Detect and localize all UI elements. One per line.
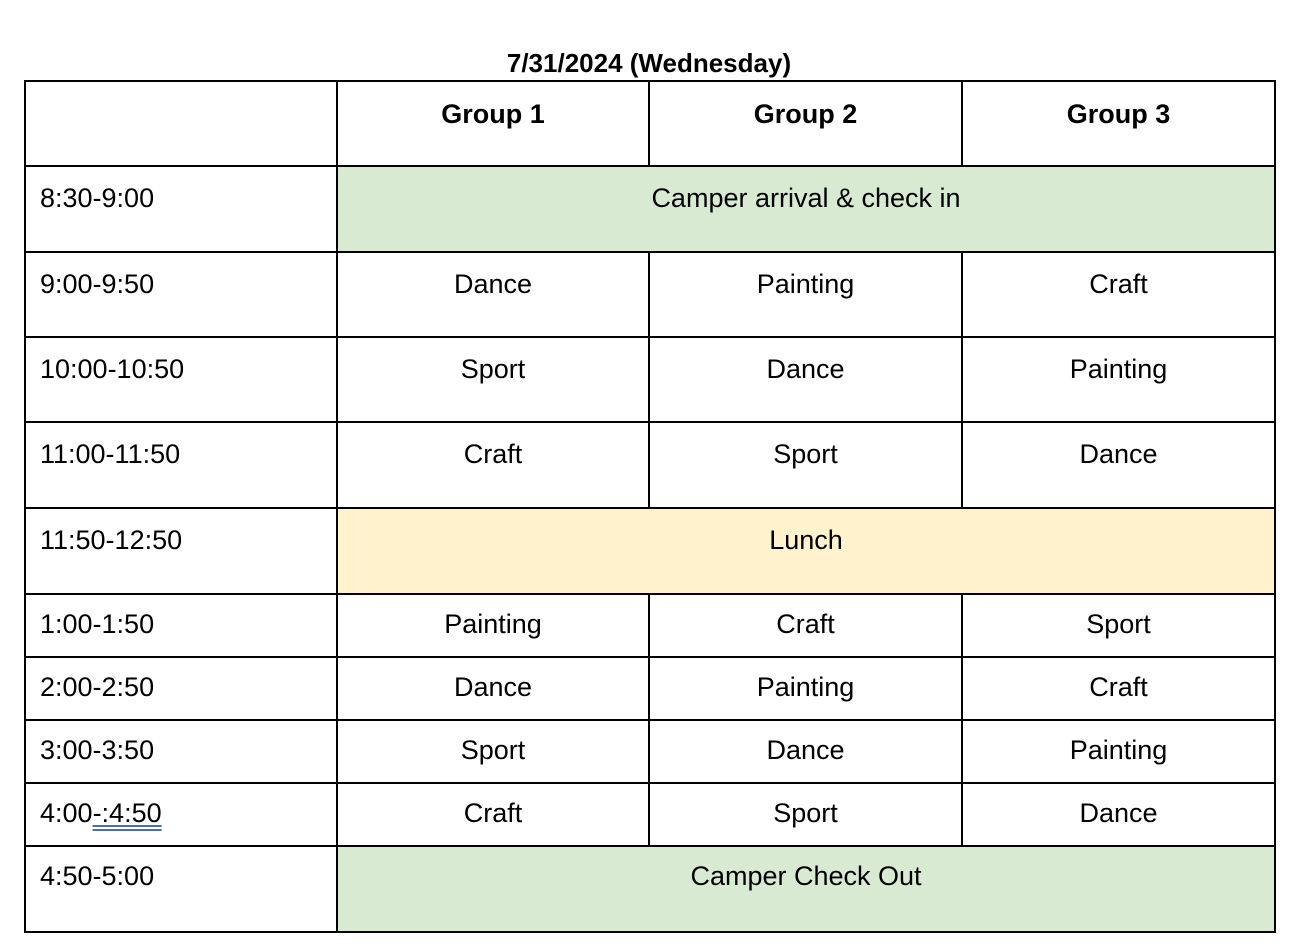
activity-cell: Dance (649, 337, 962, 422)
time-prefix: 4:00 (40, 798, 93, 828)
activity-cell: Craft (649, 594, 962, 657)
table-row (25, 337, 1275, 422)
time-cell: 2:00-2:50 (25, 657, 337, 720)
activity-cell: Painting (962, 337, 1275, 422)
time-cell (25, 783, 337, 846)
activity-cell: Dance (962, 422, 1275, 508)
header-group-1: Group 1 (337, 81, 649, 166)
activity-cell: Dance (962, 783, 1275, 846)
activity-cell: Painting (649, 252, 962, 337)
page-title: 7/31/2024 (Wednesday) (506, 48, 792, 78)
time-cell: 3:00-3:50 (25, 720, 337, 783)
activity-cell: Dance (337, 252, 649, 337)
lunch-cell: Lunch (337, 508, 1275, 594)
table-row (25, 594, 1275, 657)
activity-cell: Craft (962, 252, 1275, 337)
activity-cell: Sport (337, 720, 649, 783)
time-cell: 4:50-5:00 (25, 846, 337, 932)
activity-cell: Dance (649, 720, 962, 783)
activity-cell: Sport (962, 594, 1275, 657)
activity-cell: Painting (337, 594, 649, 657)
activity-cell: Craft (337, 422, 649, 508)
activity-cell: Sport (649, 422, 962, 508)
activity-cell: Sport (649, 783, 962, 846)
activity-cell: Dance (337, 657, 649, 720)
header-group-2: Group 2 (649, 81, 962, 166)
activity-cell: Craft (962, 657, 1275, 720)
header-corner-cell (25, 81, 337, 166)
activity-cell: Craft (337, 783, 649, 846)
time-cell: 9:00-9:50 (25, 252, 337, 337)
arrival-cell: Camper arrival & check in (337, 166, 1275, 252)
table-row (25, 166, 1275, 252)
activity-cell: Painting (962, 720, 1275, 783)
activity-cell: Painting (649, 657, 962, 720)
table-row (25, 657, 1275, 720)
table-row (25, 508, 1275, 594)
time-cell: 11:00-11:50 (25, 422, 337, 508)
time-cell: 11:50-12:50 (25, 508, 337, 594)
time-cell: 1:00-1:50 (25, 594, 337, 657)
time-cell: 10:00-10:50 (25, 337, 337, 422)
checkout-cell: Camper Check Out (337, 846, 1275, 932)
activity-cell: Sport (337, 337, 649, 422)
table-row (25, 846, 1275, 932)
table-row (25, 783, 1275, 846)
time-cell: 8:30-9:00 (25, 166, 337, 252)
table-row (25, 422, 1275, 508)
table-row (25, 252, 1275, 337)
schedule-table (24, 80, 1276, 933)
header-row (25, 81, 1275, 166)
time-suffix-flagged: -:4:50 (92, 798, 162, 828)
table-row (25, 720, 1275, 783)
header-group-3: Group 3 (962, 81, 1275, 166)
